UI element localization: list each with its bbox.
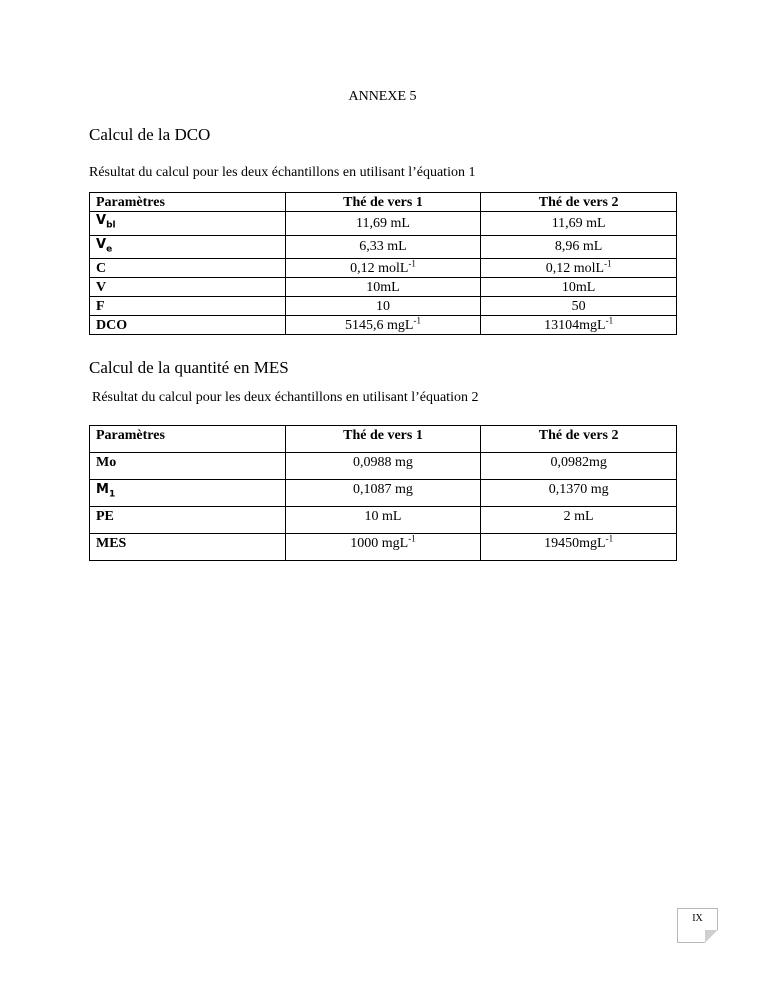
param-cell: DCO (90, 316, 286, 335)
table-row (90, 480, 677, 507)
value-cell: 2 mL (481, 507, 677, 534)
table-row (90, 507, 677, 534)
value-cell: 10 (285, 297, 481, 316)
param-cell: C (90, 259, 286, 278)
page-curl-icon (705, 930, 718, 943)
table-row (90, 453, 677, 480)
param-cell: $V_{bl}$ (90, 212, 286, 236)
value-cell: 11,69 mL (285, 212, 481, 236)
table-row (90, 278, 677, 297)
table-row (90, 212, 677, 236)
header-parametres: Paramètres (90, 426, 286, 453)
caption-mes: Résultat du calcul pour les deux échantillons en utilisant l’équation 2 (92, 390, 479, 405)
header-sample-1: Thé de vers 1 (285, 193, 481, 212)
page-number: IX (692, 913, 703, 924)
value-cell: 1000 mgL$^{-1}$ (285, 534, 481, 561)
table-row (90, 534, 677, 561)
param-cell: V (90, 278, 286, 297)
value-cell: 50 (481, 297, 677, 316)
value-cell: 8,96 mL (481, 235, 677, 259)
annex-title: ANNEXE 5 (348, 89, 417, 104)
header-sample-2: Thé de vers 2 (481, 426, 677, 453)
value-cell: 0,0988 mg (285, 453, 481, 480)
value-cell: 0,1087 mg (285, 480, 481, 507)
table-row (90, 259, 677, 278)
value-cell: 6,33 mL (285, 235, 481, 259)
value-cell: 0,12 molL$^{-1}$ (285, 259, 481, 278)
value-cell: 19450mgL$^{-1}$ (481, 534, 677, 561)
table-row (90, 297, 677, 316)
param-cell: $V_e$ (90, 235, 286, 259)
header-parametres: Paramètres (90, 193, 286, 212)
value-cell: 10 mL (285, 507, 481, 534)
dco-table (89, 192, 677, 335)
value-cell: 11,69 mL (481, 212, 677, 236)
param-cell: Mo (90, 453, 286, 480)
param-cell: $M_1$ (90, 480, 286, 507)
param-cell: PE (90, 507, 286, 534)
header-sample-2: Thé de vers 2 (481, 193, 677, 212)
page-number-box (677, 908, 718, 943)
section-heading-dco: Calcul de la DCO (89, 125, 211, 144)
value-cell: 0,1370 mg (481, 480, 677, 507)
value-cell: 10mL (481, 278, 677, 297)
table-header-row (90, 193, 677, 212)
table-row (90, 316, 677, 335)
table-header-row (90, 426, 677, 453)
param-cell: F (90, 297, 286, 316)
value-cell: 0,12 molL$^{-1}$ (481, 259, 677, 278)
caption-dco: Résultat du calcul pour les deux échantillons en utilisant l’équation 1 (89, 165, 476, 180)
value-cell: 13104mgL$^{-1}$ (481, 316, 677, 335)
table-row (90, 235, 677, 259)
value-cell: 0,0982mg (481, 453, 677, 480)
section-heading-mes: Calcul de la quantité en MES (89, 358, 289, 377)
header-sample-1: Thé de vers 1 (285, 426, 481, 453)
mes-table (89, 425, 677, 561)
value-cell: 5145,6 mgL$^{-1}$ (285, 316, 481, 335)
param-cell: MES (90, 534, 286, 561)
value-cell: 10mL (285, 278, 481, 297)
